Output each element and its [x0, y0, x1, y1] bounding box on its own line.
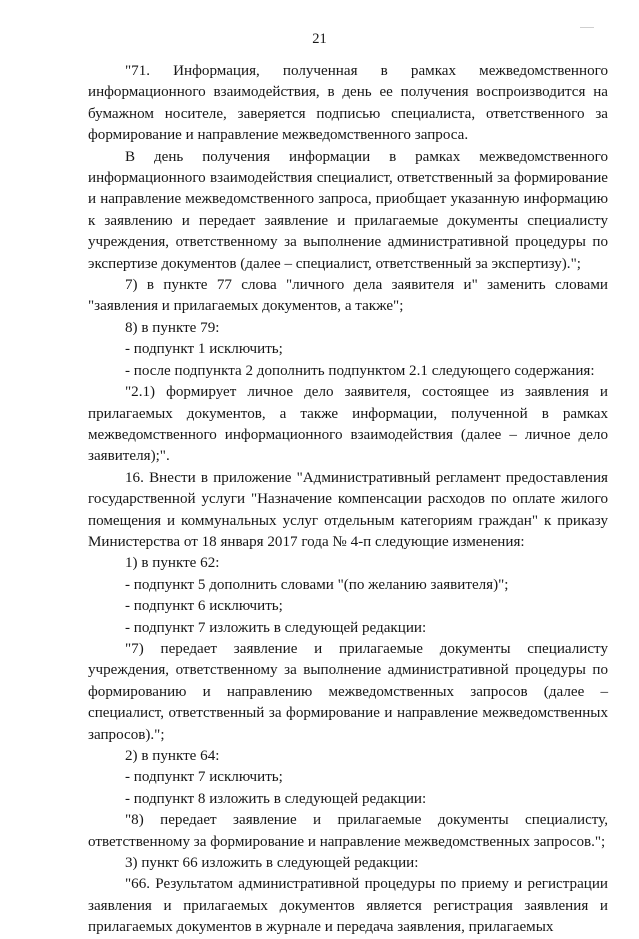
page-number: 21 [312, 31, 327, 47]
paragraph-subitem-7-edit: - подпункт 7 изложить в следующей редакции: [125, 619, 427, 636]
paragraph-subitem-7-exclude: - подпункт 7 исключить; [125, 769, 283, 786]
paragraph-day-of-receipt: В день получения информации в рамках межведомственного информационного взаимодействия специалист, ответственный за формирование и направление межведомственного запроса, приобщает указанную информацию к заявлению и передает заявление и прилагаемые документы специалисту учреждения, ответственному за выполнение административной процедуры по экспертизе документов (далее – специалист, ответственный за экспертизу)."; [88, 148, 608, 272]
paragraph-subitem-1-exclude: - подпункт 1 исключить; [125, 341, 283, 358]
document-body [88, 61, 608, 939]
paragraph-subitem-7-text: "7) передает заявление и прилагаемые документы специалисту учреждения, ответственному за выполнение административной процедуры по формированию и направлению межведомственных запросов (далее – специалист, ответственный за формирование и направление межведомственных запросов)."; [88, 640, 608, 743]
paragraph-item-8: 8) в пункте 79: [125, 319, 220, 336]
scan-artifact [580, 27, 594, 28]
paragraph-section-16: 16. Внести в приложение "Административный регламент предоставления государственной услуги "Назначение компенсации расходов по оплате жилого помещения и коммунальных услуг отдельным категориям граждан" к приказу Министерства от 18 января 2017 года № 4-п следующие изменения: [88, 469, 608, 550]
paragraph-subitem-2-1-text: "2.1) формирует личное дело заявителя, состоящее из заявления и прилагаемых документов, а также информации, полученной в рамках межведомственного информационного взаимодействия (далее – личное дело заявителя);". [88, 384, 608, 465]
paragraph-add-subitem-2-1: - после подпункта 2 дополнить подпунктом 2.1 следующего содержания: [125, 362, 595, 379]
paragraph-item-64: 2) в пункте 64: [125, 748, 220, 764]
paragraph-item-62: 1) в пункте 62: [125, 555, 220, 572]
paragraph-subitem-6-exclude: - подпункт 6 исключить; [125, 598, 283, 615]
paragraph-item-66-text: "66. Результатом административной процедуры по приему и регистрации заявления и прилагаемых документов является регистрация заявления и прилагаемых документов в журнале и передача заявления, прилагаемых [88, 876, 608, 936]
paragraph-subitem-8-edit: - подпункт 8 изложить в следующей редакции: [125, 790, 427, 807]
paragraph-subitem-8-text: "8) передает заявление и прилагаемые документы специалисту, ответственному за формирование и направление межведомственных запросов."; [88, 812, 608, 850]
paragraph-item-66-edit: 3) пункт 66 изложить в следующей редакции: [125, 855, 419, 872]
paragraph-71-info: "71. Информация, полученная в рамках межведомственного информационного взаимодействия, в день ее получения воспроизводится на бумажном носителе, заверяется подписью специалиста, ответственного за формирование и направление межведомственного запроса. [88, 63, 608, 144]
paragraph-subitem-5-add: - подпункт 5 дополнить словами "(по желанию заявителя)"; [125, 576, 509, 593]
paragraph-item-7: 7) в пункте 77 слова "личного дела заявителя и" заменить словами "заявления и прилагаемых документов, а также"; [88, 277, 608, 315]
